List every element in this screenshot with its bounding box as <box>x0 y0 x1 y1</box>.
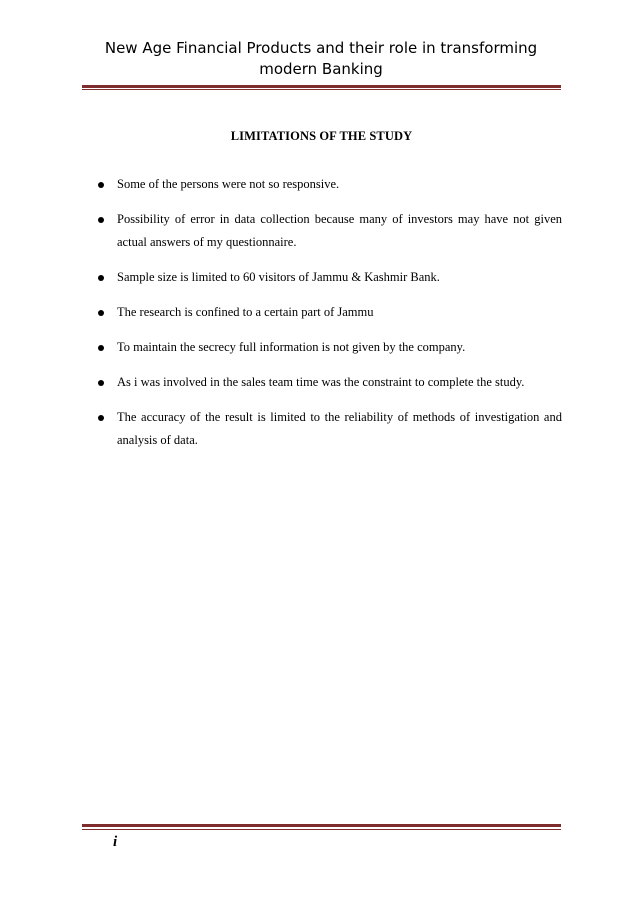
footer-rule-thin <box>82 829 561 830</box>
list-item-text: Sample size is limited to 60 visitors of Jammu & Kashmir Bank. <box>117 270 440 284</box>
list-item <box>96 301 562 324</box>
page-header-title: New Age Financial Products and their role in transforming modern Banking <box>104 39 538 78</box>
list-item-text: The research is confined to a certain part of Jammu <box>117 305 374 319</box>
list-item <box>96 371 562 394</box>
limitations-list <box>96 173 562 464</box>
list-item-text: The accuracy of the result is limited to the reliability of methods of investigation and analysis of data. <box>117 410 562 447</box>
page-number: i <box>113 834 118 850</box>
list-item <box>96 208 562 254</box>
header-rule-thick <box>82 85 561 88</box>
bullet-icon <box>98 182 104 188</box>
list-item <box>96 336 562 359</box>
bullet-icon <box>98 217 104 223</box>
section-title: LIMITATIONS OF THE STUDY <box>230 129 413 143</box>
list-item <box>96 406 562 452</box>
bullet-icon <box>98 380 104 386</box>
bullet-icon <box>98 310 104 316</box>
list-item-text: To maintain the secrecy full information is not given by the company. <box>117 340 466 354</box>
footer-rule-thick <box>82 824 561 827</box>
list-item-text: Some of the persons were not so responsive. <box>117 177 340 191</box>
list-item <box>96 266 562 289</box>
list-item-text: As i was involved in the sales team time was the constraint to complete the study. <box>117 375 525 389</box>
bullet-icon <box>98 415 104 421</box>
bullet-icon <box>98 345 104 351</box>
list-item <box>96 173 562 196</box>
bullet-icon <box>98 275 104 281</box>
header-rule-thin <box>82 89 561 90</box>
list-item-text: Possibility of error in data collection because many of investors may have not given actual answers of my questionnaire. <box>117 212 562 249</box>
